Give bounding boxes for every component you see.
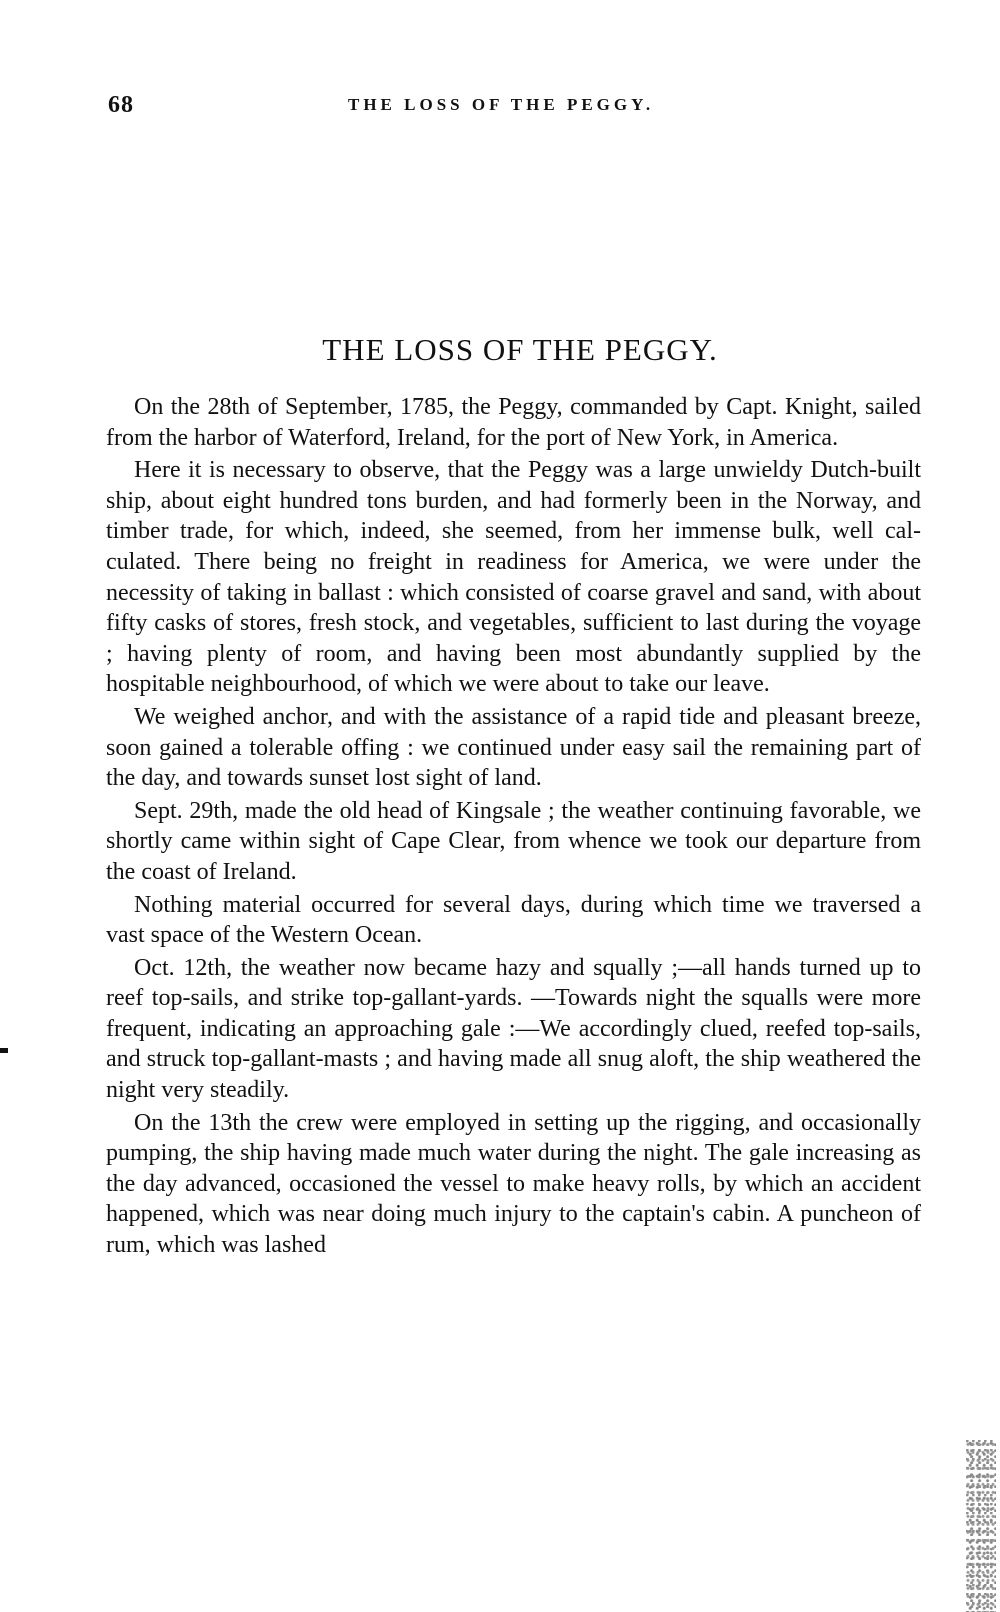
paragraph: On the 13th the crew were employed in setting up the rigging, and occasionally pumping, the ship having made much water during the night. The gale increasing as the day advanced, occasioned the vessel to make heavy rolls, by which an accident happened, which was near doing much injury to the captain's cabin. A puncheon of rum, which was lashed (106, 1109, 921, 1259)
paragraph: Nothing material occurred for several days, during which time we traversed a vast space of the Western Ocean. (106, 891, 921, 949)
body-text (106, 392, 921, 1261)
running-title: THE LOSS OF THE PEGGY. (348, 95, 655, 114)
paragraph: Here it is necessary to observe, that the Peggy was a large unwieldy Dutch-built ship, about eight hundred tons burden, and had formerly been in the Norway, and timber trade, for which, indeed, she seemed, from her immense bulk, well calculated. There being no freight in readiness for America, we were under the necessity of taking in ballast : which consisted of coarse gravel and sand, with about fifty casks of stores, fresh stock, and vegetables, sufficient to last during the voyage ; having plenty of room, and having been most abundantly supplied by the hospitable neighbourhood, of which we were about to take our leave. (106, 457, 921, 698)
margin-mark (0, 1048, 8, 1053)
paragraph: On the 28th of September, 1785, the Peggy, commanded by Capt. Knight, sailed from the harbor of Waterford, Ireland, for the port of New York, in America. (106, 394, 921, 451)
paragraph: Oct. 12th, the weather now became hazy and squally ;—all hands turned up to reef top-sails, and strike top-gallant-yards. —Towards night the squalls were more frequent, indicating an approaching gale :—We accordingly clued, reefed top-sails, and struck top-gallant-masts ; and having made all snug aloft, the ship weathered the night very steadily. (106, 954, 921, 1104)
chapter-title: THE LOSS OF THE PEGGY. (322, 332, 718, 367)
page-edge-speckle (966, 1440, 996, 1612)
paragraph: Sept. 29th, made the old head of Kingsale ; the weather continuing favorable, we shortly came within sight of Cape Clear, from whence we took our departure from the coast of Ireland. (106, 797, 921, 885)
running-head (108, 92, 928, 122)
paragraph: We weighed anchor, and with the assistance of a rapid tide and pleasant breeze, soon gained a tolerable offing : we continued under easy sail the remaining part of the day, and towards sunset lost sight of land. (106, 703, 921, 792)
page-number: 68 (108, 92, 134, 118)
